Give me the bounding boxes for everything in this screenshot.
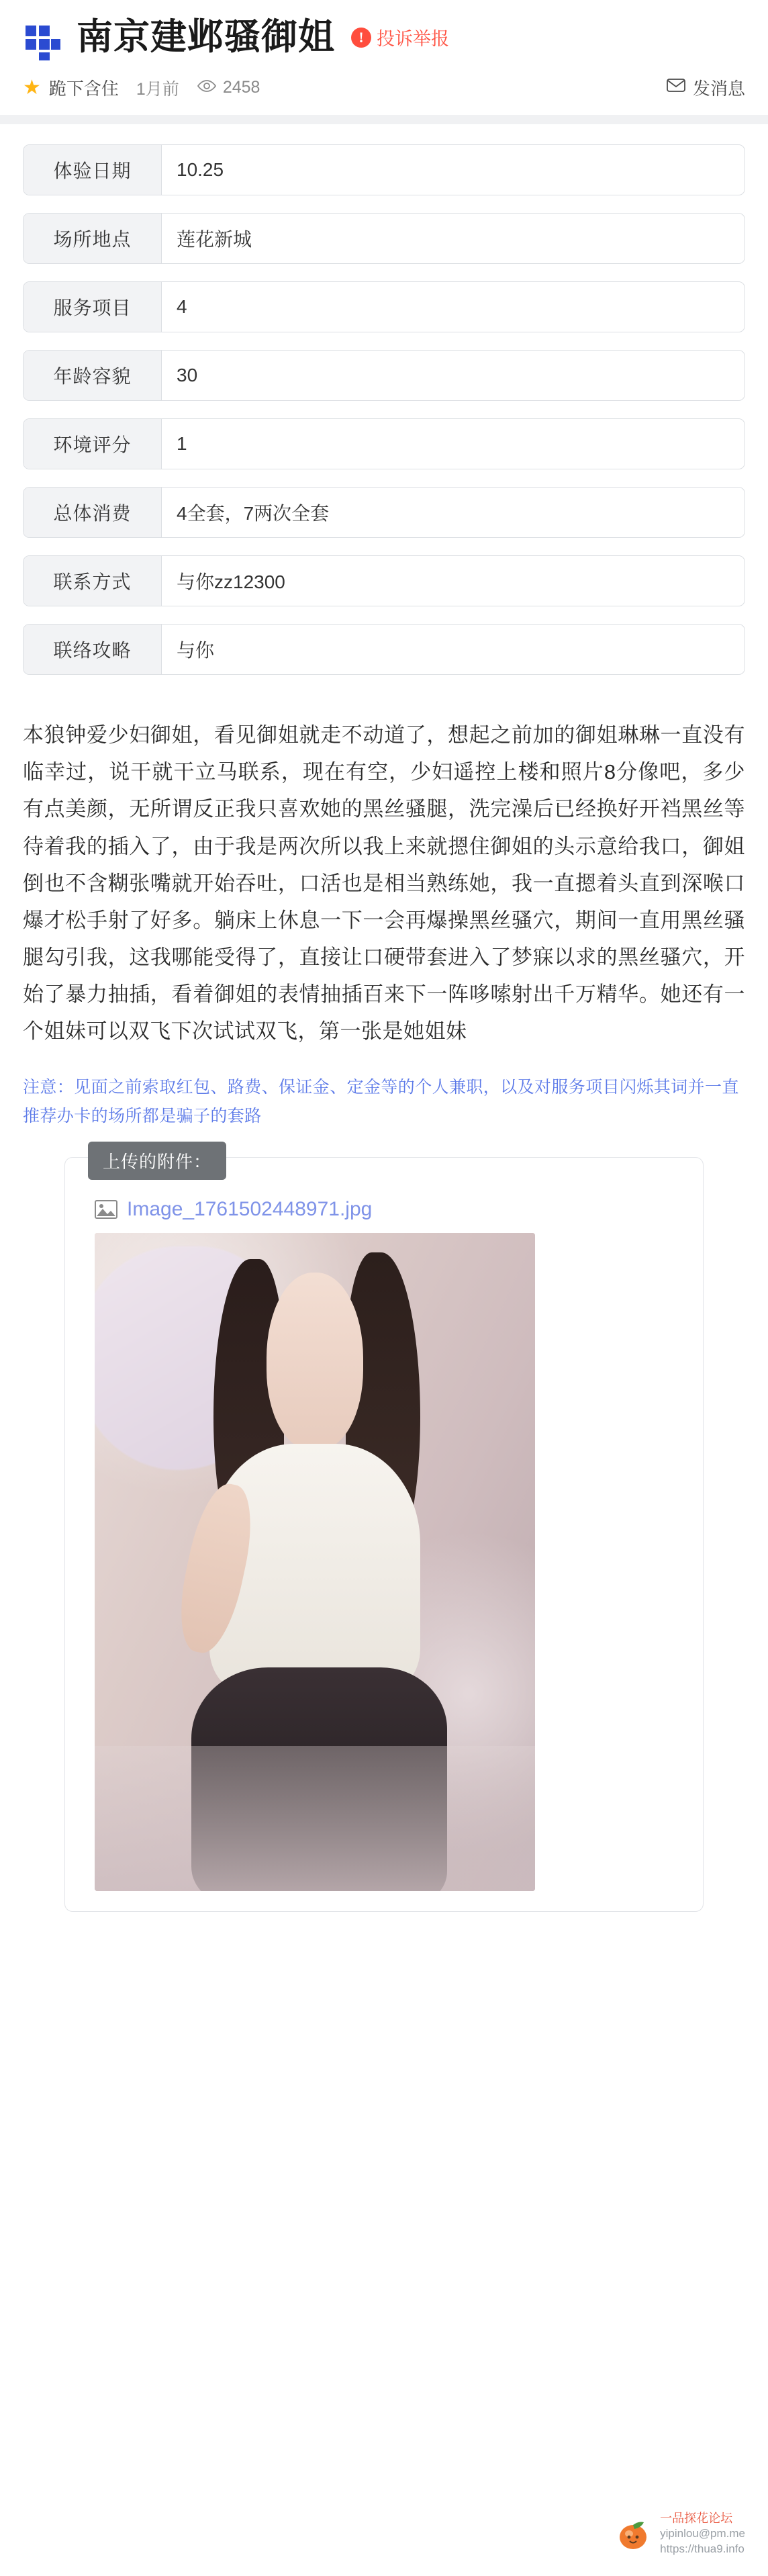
field-label: 体验日期 [23,145,162,195]
post-meta [0,63,768,115]
attachment-filename: Image_1761502448971.jpg [127,1198,373,1221]
star-icon: ★ [23,76,41,99]
table-row [23,281,745,332]
field-label: 联系方式 [23,556,162,606]
field-value: 30 [177,365,198,385]
field-value: 与你zz12300 [177,571,285,592]
section-divider [0,115,768,124]
table-row [23,555,745,606]
field-value: 4 [177,296,187,317]
field-label: 服务项目 [23,282,162,332]
field-value: 1 [177,433,187,454]
watermark-url: https://thua9.info [660,2542,745,2556]
table-row [23,624,745,675]
author-name[interactable]: 跪下含住 [48,79,119,99]
post-header [0,0,768,63]
field-value: 与你 [177,640,215,661]
field-label: 环境评分 [23,419,162,469]
field-value: 莲花新城 [177,229,252,250]
report-icon: ! [351,28,371,48]
field-value: 4全套，7两次全套 [177,503,330,524]
table-row [23,350,745,401]
forum-logo-icon [23,21,64,63]
page-title: 南京建邺骚御姐 [77,17,335,57]
attachment-image[interactable] [95,1233,535,1891]
field-label: 总体消费 [23,488,162,537]
field-value: 10.25 [177,159,224,180]
message-icon [666,77,686,98]
warning-notice: 注意：见面之前索取红包、路费、保证金、定金等的个人兼职，以及对服务项目闪烁其词并一直推荐办卡的场所都是骗子的套路 [23,1077,739,1126]
orange-watermark-icon [616,2517,653,2550]
table-row [23,487,745,538]
site-watermark [616,2510,745,2557]
table-row [23,144,745,195]
field-label: 场所地点 [23,214,162,263]
watermark-text [660,2510,745,2557]
attachment-panel [64,1152,704,1912]
field-label: 联络攻略 [23,625,162,674]
eye-icon [197,78,217,97]
attachment-file-link[interactable] [95,1198,685,1221]
watermark-site-name: 一品探花论坛 [660,2511,733,2525]
view-count-value: 2458 [222,78,260,97]
table-row [23,418,745,469]
view-count [197,78,260,97]
send-message-button[interactable] [666,75,745,100]
table-row [23,213,745,264]
post-time: 1月前 [136,79,179,99]
field-label: 年龄容貌 [23,351,162,400]
post-body: 本狼钟爱少妇御姐，看见御姐就走不动道了，想起之前加的御姐琳琳一直没有临幸过，说干就干立马联系，现在有空，少妇遥控上楼和照片8分像吧，多少有点美颜，无所谓反正我只喜欢她的黑丝骚腿，洗完澡后已经换好开裆黑丝等待着我的插入了，由于我是两次所以我上来就摁住御姐的头示意给我口，御姐倒也不含糊张嘴就开始吞吐，口活也是相当熟练她，我一直摁着头直到深喉口爆才松手射了好多。躺床上休息一下一会再爆操黑丝骚穴，期间一直用黑丝骚腿勾引我，这我哪能受得了，直接让口硬带套进入了梦寐以求的黑丝骚穴，开始了暴力抽插，看着御姐的表情抽插百来下一阵哆嗦射出千万精华。她还有一个姐妹可以双飞下次试试双飞，第一张是她姐妹 [23,723,745,1044]
image-file-icon [95,1200,117,1219]
send-message-label: 发消息 [692,79,745,99]
report-label: 投诉举报 [377,29,449,50]
attachment-title: 上传的附件： [88,1142,226,1180]
watermark-email: yipinlou@pm.me [660,2527,745,2540]
photo-sheet [95,1746,535,1891]
detail-fields [0,124,768,699]
photo-face [267,1273,363,1451]
report-button[interactable] [351,24,449,50]
